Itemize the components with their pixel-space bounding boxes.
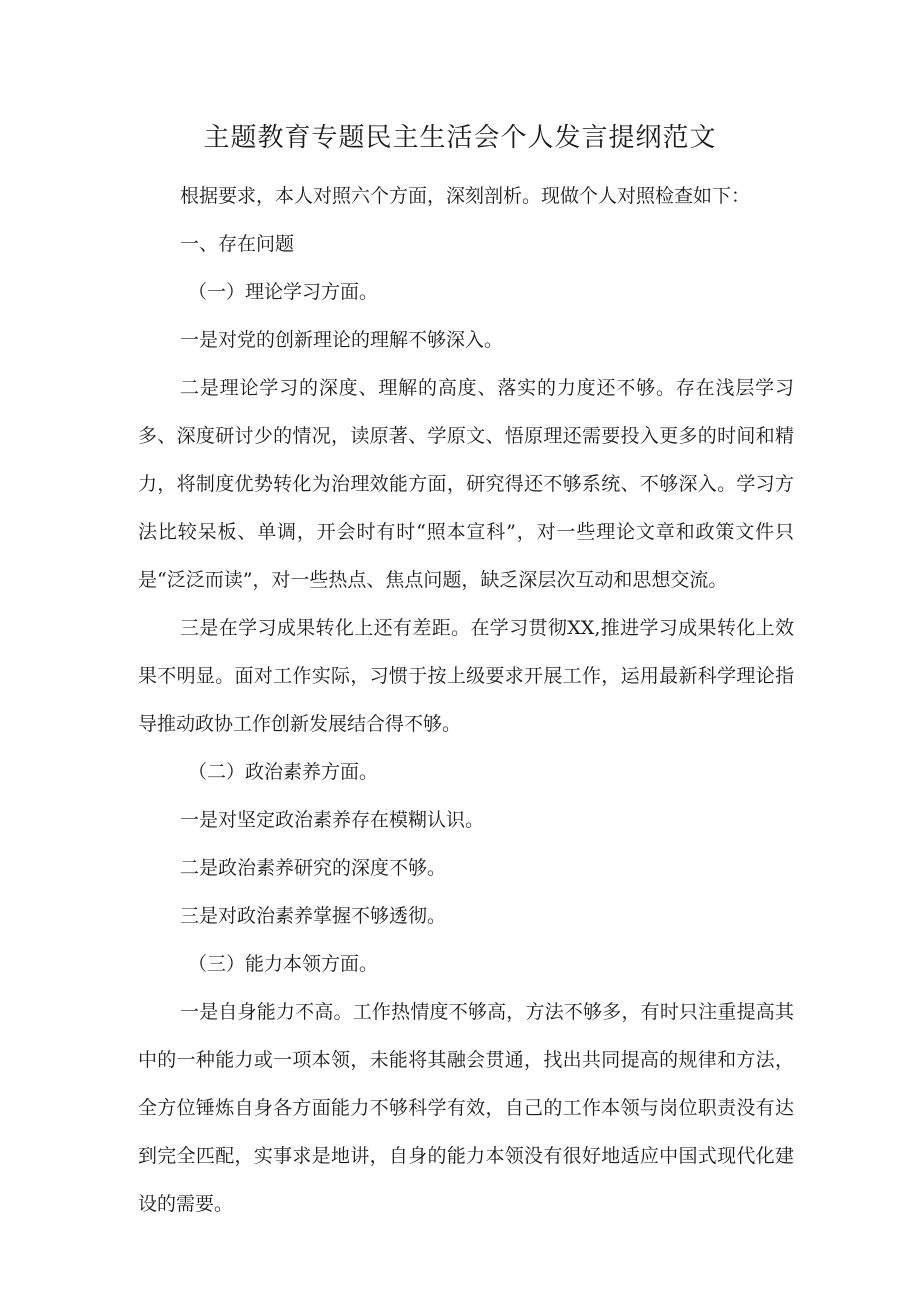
subsection-heading-politics: （二）政治素养方面。 [188, 761, 379, 783]
document-title: 主题教育专题民主生活会个人发言提纲范文 [203, 123, 717, 153]
subsection-heading-ability: （三）能力本领方面。 [188, 953, 379, 975]
document-body [138, 172, 794, 1228]
theory-point-1: 一是对党的创新理论的理解不够深入。 [180, 329, 504, 351]
ability-point-1: 一是自身能力不高。工作热情度不够高，方法不够多，有时只注重提高其中的一种能力或一项本领，未能将其融会贯通，找出共同提高的规律和方法，全方位锤炼自身各方面能力不够科学有效，自己的工作本领与岗位职责没有达到完全匹配，实事求是地讲，自身的能力本领没有很好地适应中国式现代化建设的需要。 [138, 1001, 794, 1215]
theory-point-2: 二是理论学习的深度、理解的高度、落实的力度还不够。存在浅层学习多、深度研讨少的情况，读原著、学原文、悟原理还需要投入更多的时间和精力，将制度优势转化为治理效能方面，研究得还不够系统、不够深入。学习方法比较呆板、单调，开会时有时“照本宣科”，对一些理论文章和政策文件只是“泛泛而读”，对一些热点、焦点问题，缺乏深层次互动和思想交流。 [138, 377, 794, 591]
politics-point-3: 三是对政治素养掌握不够透彻。 [180, 905, 447, 927]
theory-point-3: 三是在学习成果转化上还有差距。在学习贯彻XX,推进学习成果转化上效果不明显。面对工作实际，习惯于按上级要求开展工作，运用最新科学理论指导推动政协工作创新发展结合得不够。 [138, 617, 794, 735]
politics-point-2: 二是政治素养研究的深度不够。 [180, 857, 447, 879]
section-heading-problems: 一、存在问题 [180, 233, 295, 255]
subsection-heading-theory: （一）理论学习方面。 [188, 281, 379, 303]
intro-paragraph: 根据要求，本人对照六个方面，深刻剖析。现做个人对照检查如下： [180, 185, 751, 207]
politics-point-1: 一是对坚定政治素养存在模糊认识。 [180, 809, 485, 831]
